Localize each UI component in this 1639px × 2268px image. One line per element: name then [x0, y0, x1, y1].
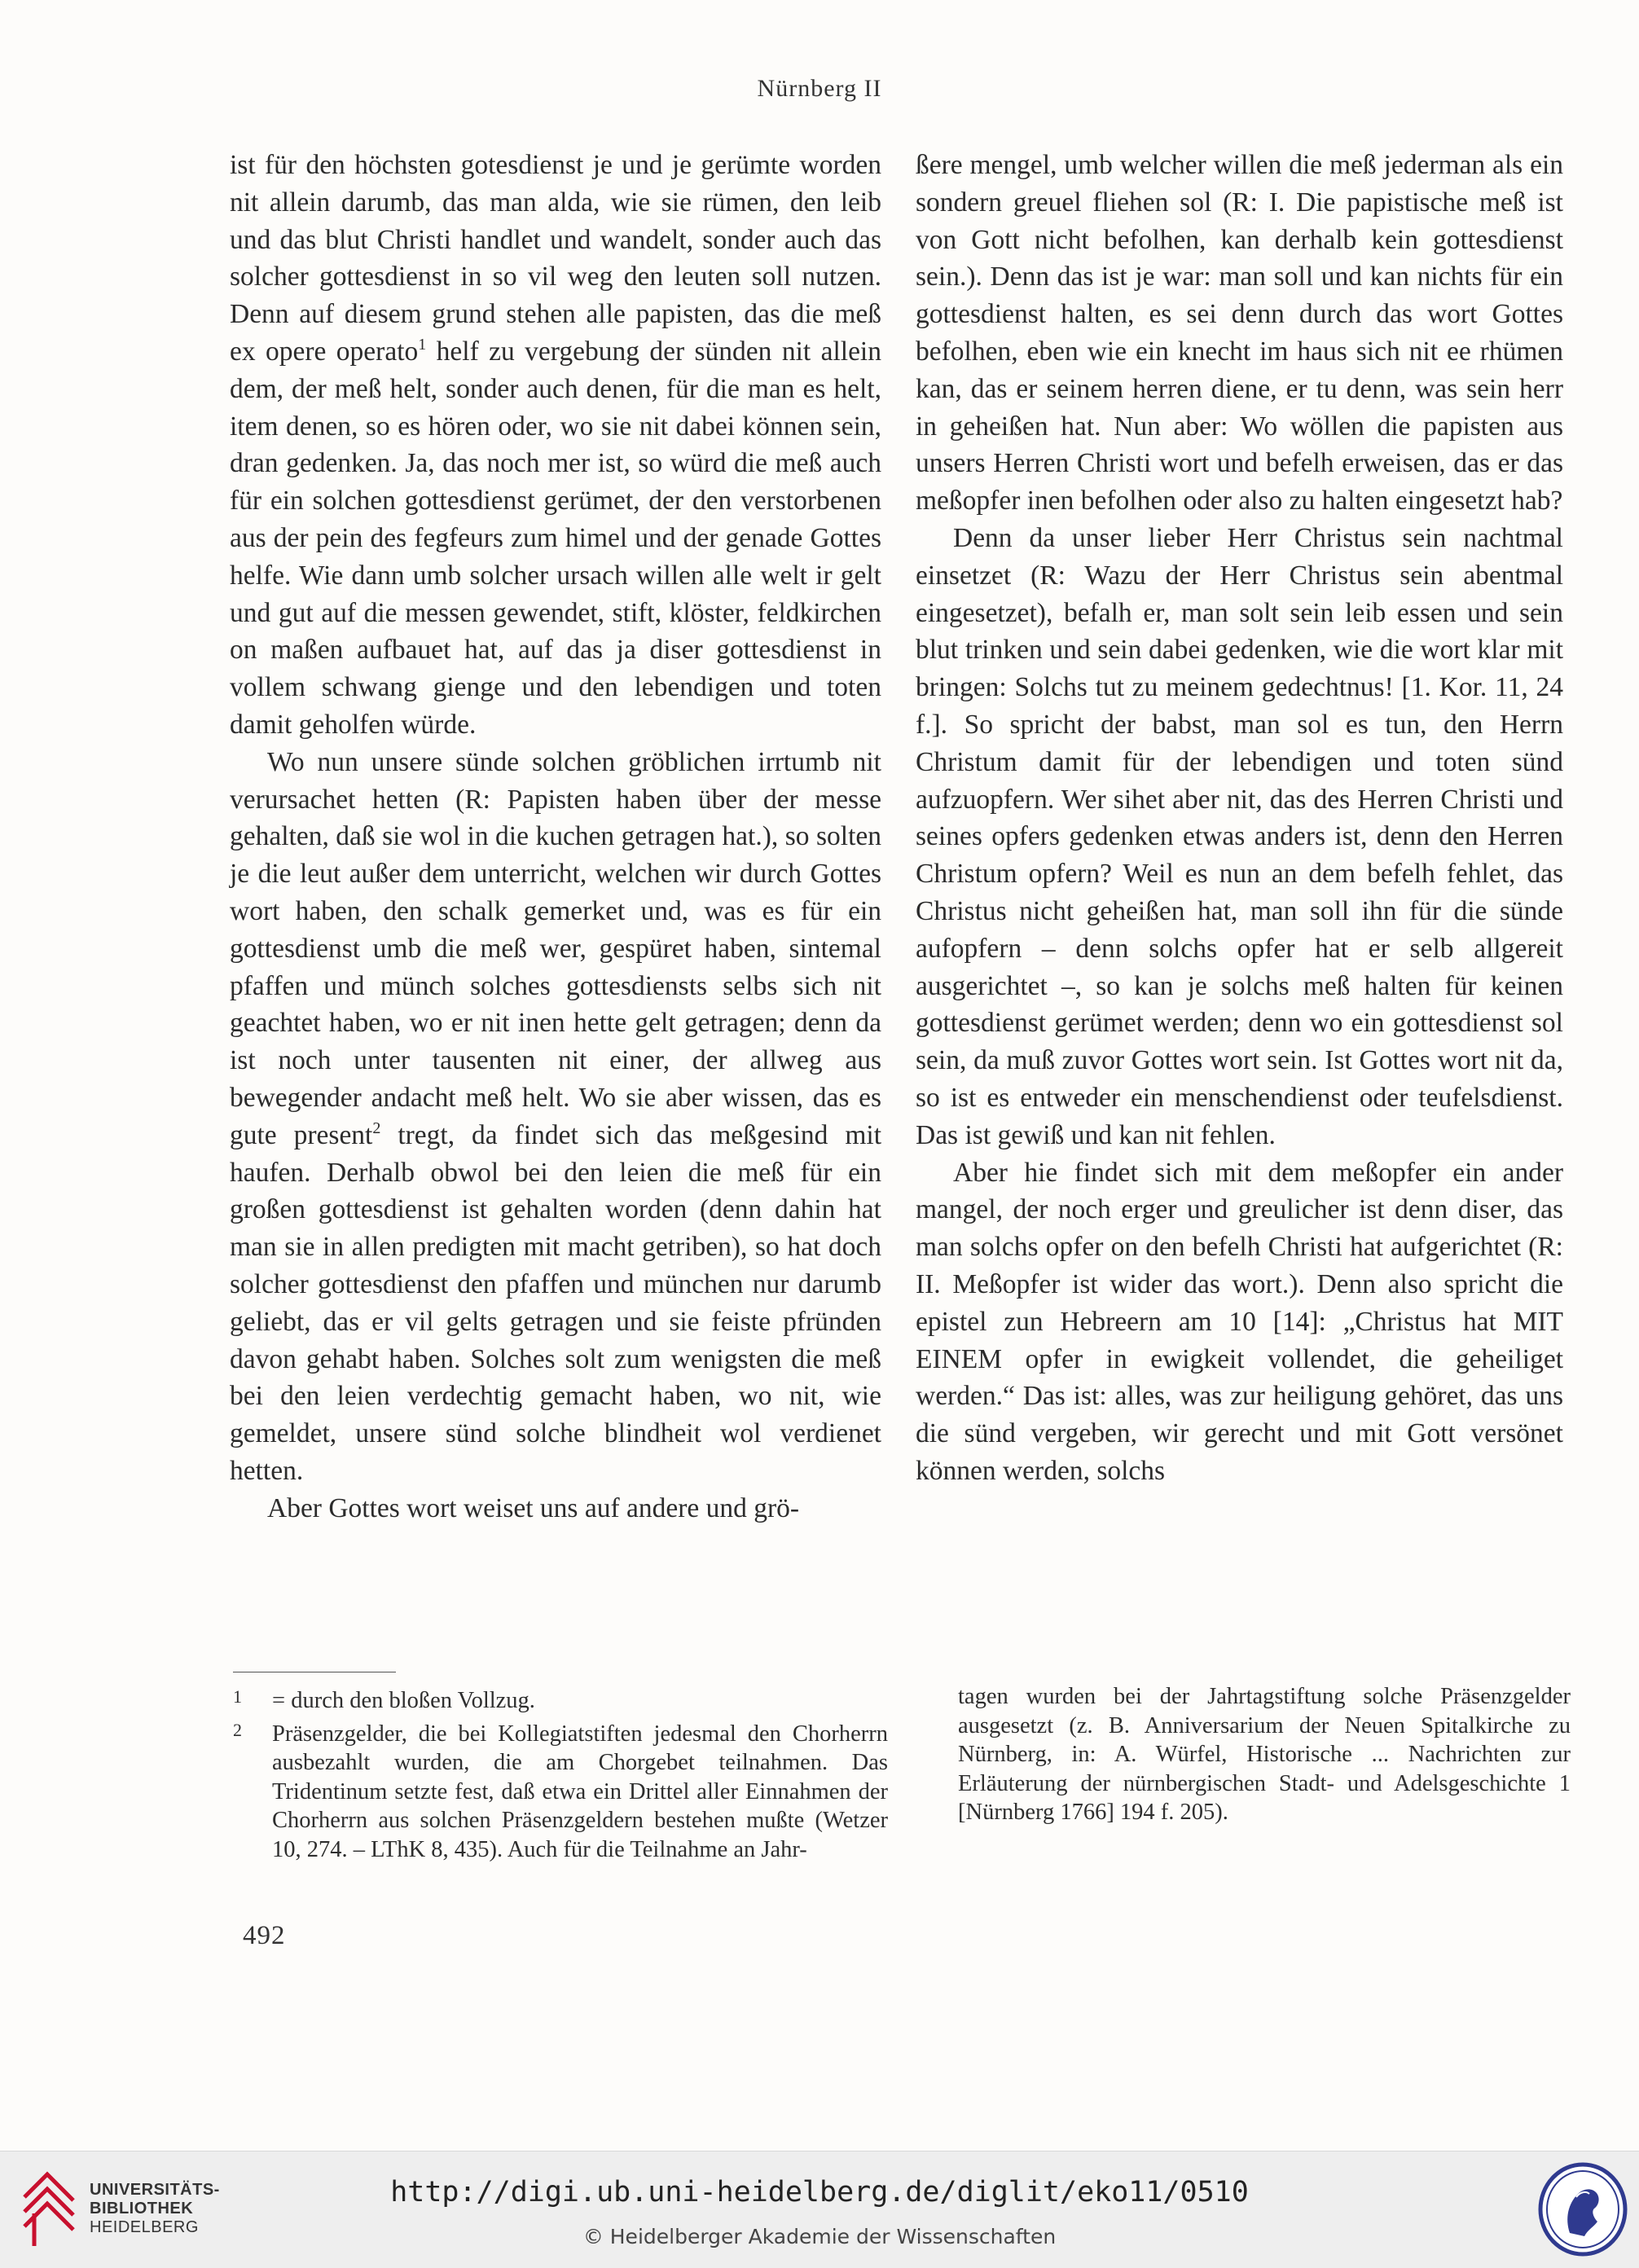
left-paragraph-2 — [230, 744, 881, 1490]
right-paragraph-2: Denn da unser lieber Herr Christus sein nachtmal einsetzet (R: Wazu der Herr Christus sein abentmal eingesetzet), befalh er, man solt sein leib essen und sein blut trinken und sein dabei gedenken, wie die wort klar mit bringen: Solchs tut zu meinem gedechtnus! [1. Kor. 11, 24 f.]. So spricht der babst, man sol es tun, den Herrn Christum damit für der lebendigen und toten sünd aufzuopfern. Wer sihet aber nit, das des Herren Christi und seines opfers gedenken etwas anders ist, denn den Herren Christum opfern? Weil es nun an dem befelh fehlet, das Christus nicht geheißen hat, man soll ihn für die sünde aufopfern – denn solchs opfer hat er selb allgereit ausgerichtet –, so kan je solchs meß halten für keinen gottesdienst gerümet werden; denn wo ein gottesdienst sol sein, da muß zuvor Gottes wort sein. Ist Gottes wort nit da, so ist es entweder ein menschendienst oder teufelsdienst. Das ist gewiß und kan nit fehlen. — [916, 522, 1563, 1150]
page-number: 492 — [243, 1921, 286, 1950]
footnote-1 — [233, 1682, 888, 1716]
footnotes-right — [958, 1682, 1571, 1827]
footnote-1-text: = durch den bloßen Vollzug. — [272, 1688, 535, 1713]
right-paragraph-3: Aber hie findet sich mit dem meßopfer ein ander mangel, der noch erger und greulicher ist denn diser, das man solchs opfer on den befelh Christi hat aufgerichtet (R: II. Meßopfer ist wider das wort.). Denn also spricht die epistel zun Hebreern am 10 [14]: „Christus hat MIT EINEM opfer in ewigkeit vollendet, die geheiliget werden.“ Das ist: alles, was zur heiligung gehöret, das uns die sünd vergeben, wir gerecht und mit Gott versönet können werden, solchs — [916, 1157, 1563, 1486]
footnote-2 — [233, 1716, 888, 1865]
copyright-notice: © Heidelberger Akademie der Wissenschaften — [582, 2225, 1057, 2248]
left-p2-text-b: tregt, da findet sich das meßgesind mit haufen. Derhalb obwol bei den leien die meß für ein großen gottesdienst ist gehalten worden (denn dahin hat man sie in allen predigten mit macht getriben), so hat doch solcher gottesdienst den pfaffen und münchen nur darumb geliebt, das er vil gelts getragen und sie feiste pfründen davon gehabt haben. Solches solt zum wenigsten die meß bei den leien verdechtig gemacht haben, wo nit, wie gemeldet, unsere sünd solche blindheit wol verdienet hetten. — [230, 1119, 881, 1486]
ub-logo-line-3: HEIDELBERG — [90, 2218, 199, 2236]
footer-bar — [0, 2151, 1639, 2268]
footnote-ref-1[interactable]: 1 — [418, 335, 427, 354]
running-head: Nürnberg II — [757, 75, 882, 102]
left-p1-text-b: helf zu vergebung der sünden nit allein dem, der meß helt, sonder auch denen, für die man es helt, item denen, so es hören oder, wo sie nit dabei können sein, dran gedenken. Ja, das noch mer ist, so würd die meß auch für ein solchen gottesdienst gerümet, der den verstorbenen aus der pein des fegfeurs zum himel und der genade Gottes helfe. Wie dann umb solcher ursach willen alle welt ir gelt und gut auf die messen gewendet, stift, klöster, feldkirchen on maßen aufbauet hat, auf das ja diser gottesdienst in vollem schwang gienge und den lebendigen und toten damit geholfen würde. — [230, 336, 881, 740]
left-p2-text-a: Wo nun unsere sünde solchen gröblichen irrtumb nit verursachet hetten (R: Papisten haben über der messe gehalten, daß sie wol in die kuchen getragen hat.), so solten je die leut außer dem unterricht, welchen wir durch Gottes wort haben, den schalk gemerket und, was es für ein gottesdienst umb die meß wer, gespüret haben, sintemal pfaffen und münch solches gottesdiensts selbs sich nit geachtet haben, wo er nit inen hette gelt getragen; denn da ist noch unter tausenten nit einer, der allweg aus bewegender andacht meß helt. Wo sie aber wissen, das es gute present — [230, 746, 881, 1150]
ub-logo-line-2: BIBLIOTHEK — [90, 2200, 194, 2217]
permalink-url[interactable]: http://digi.ub.uni-heidelberg.de/diglit/eko11/0510 — [390, 2176, 1249, 2209]
left-paragraph-1 — [230, 147, 881, 744]
footnote-2-text: Präsenzgelder, die bei Kollegiatstiften jedesmal den Chorherrn ausbezahlt wurden, die am Chorgebet teilnahmen. Das Tridentinum setzte fest, daß etwa ein Drittel aller Einnahmen der Chorherrn aus solchen Präsenzgeldern bestehen mußte (Wetzer 10, 274. – LThK 8, 435). Auch für die Teilnahme an Jahr- — [272, 1721, 888, 1862]
left-paragraph-3: Aber Gottes wort weiset uns auf andere und grö- — [267, 1492, 800, 1523]
left-p1-text-a: ist für den höchsten gotesdienst je und je gerümte worden nit allein darumb, das man alda, wie sie rümen, den leib und das blut Christi handlet und wandelt, sonder auch das solcher gottesdienst in so vil weg den leuten soll nutzen. Denn auf diesem grund stehen alle papisten, das die meß ex opere operato — [230, 150, 881, 367]
left-column — [230, 147, 881, 1527]
footnote-2-number: 2 — [233, 1719, 242, 1740]
right-column — [916, 147, 1563, 1490]
footnotes-left — [233, 1682, 888, 1864]
footnote-2-continued: tagen wurden bei der Jahrtagstiftung solche Präsenzgelder ausgesetzt (z. B. Anniversarium der Neuen Spitalkirche zu Nürnberg, in: A. Würfel, Historische ... Nachrichten zur Erläuterung der nürnbergischen Stadt- und Adelsgeschichte 1 [Nürnberg 1766] 194 f. 205). — [958, 1684, 1571, 1825]
footnote-1-number: 1 — [233, 1686, 242, 1707]
footnote-ref-2[interactable]: 2 — [372, 1119, 381, 1137]
academy-seal-icon[interactable] — [1537, 2161, 1628, 2257]
ub-logo-line-1: UNIVERSITÄTS- — [90, 2181, 220, 2199]
right-paragraph-1: ßere mengel, umb welcher willen die meß jederman als ein sondern greuel fliehen sol (R: I. Die papistische meß ist von Gott nicht befolhen, kan derhalb kein gottesdienst sein.). Denn das ist je war: man soll und kan nichts für ein gottesdienst halten, es sei denn durch das wort Gottes befolhen, eben wie ein knecht im haus sich nit ee rhümen kan, das er seinem herren diene, er tu denn, was sein herr in geheißen hat. Nun aber: Wo wöllen die papisten aus unsers Herren Christi wort und befelh erweisen, das er das meßopfer inen befolhen oder also zu halten eingesetzt hab? — [916, 150, 1563, 516]
